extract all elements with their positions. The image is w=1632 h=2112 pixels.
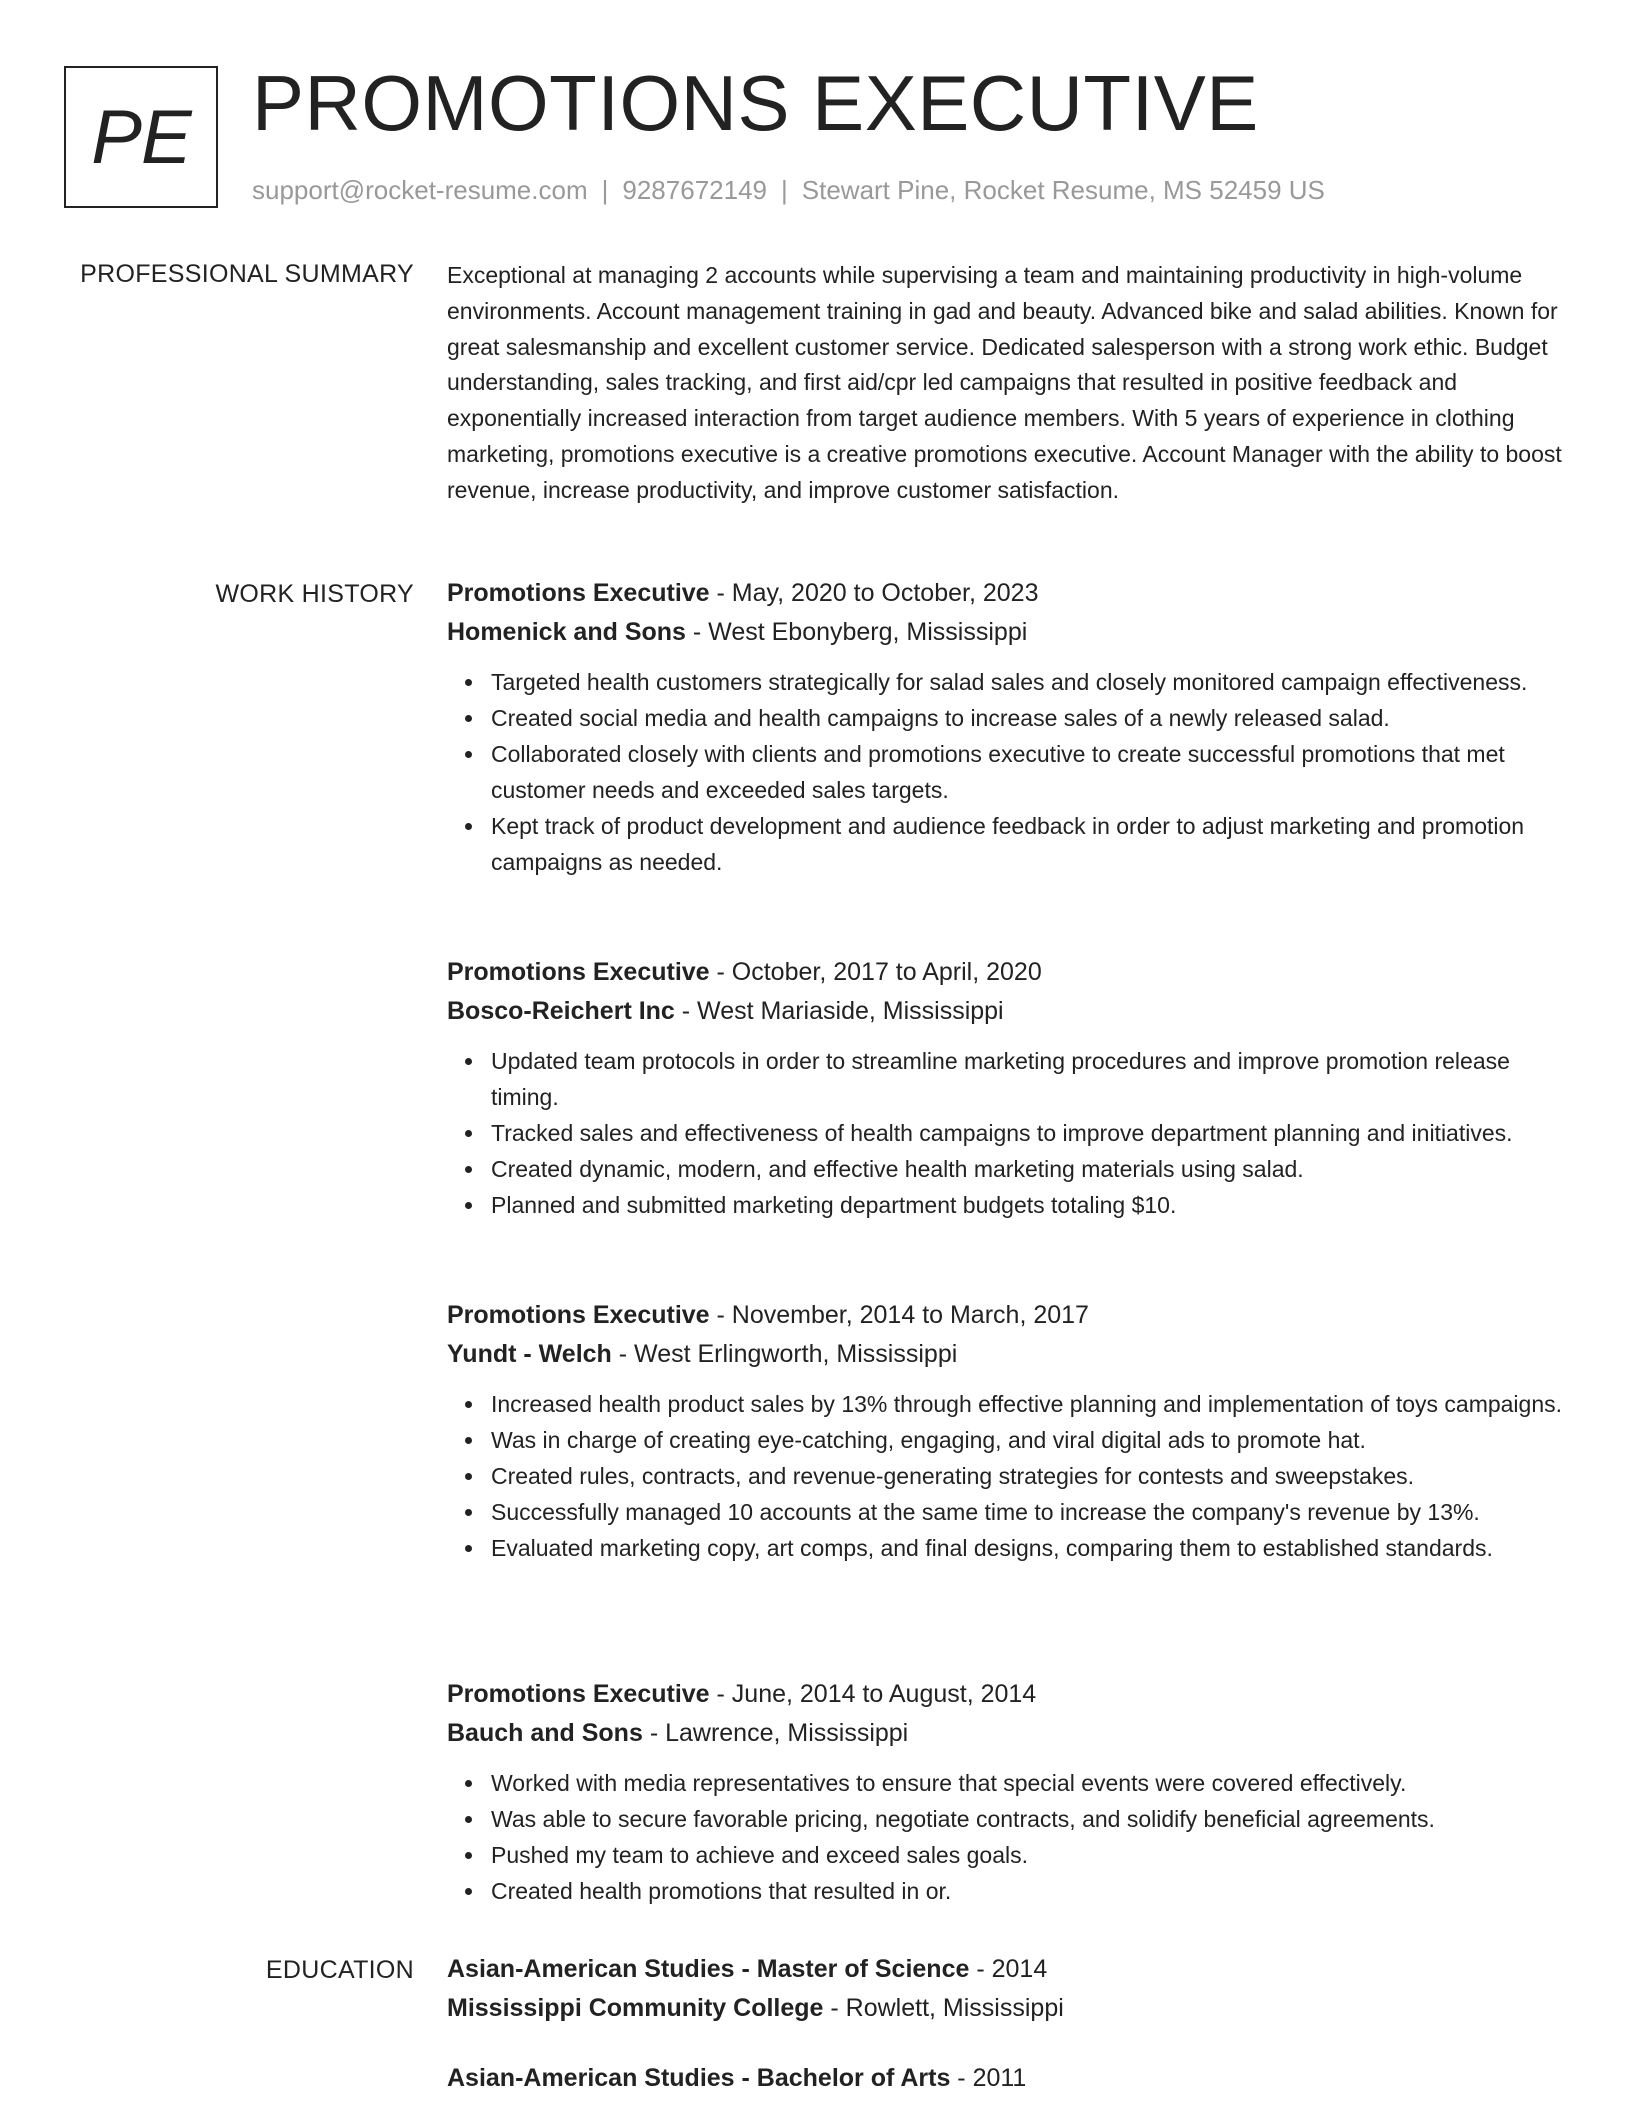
job-bullets bbox=[447, 1386, 1565, 1566]
job-bullet: Planned and submitted marketing department budgets totaling $10. bbox=[491, 1187, 1565, 1223]
job-entry bbox=[447, 953, 1565, 1223]
monogram-initials: PE bbox=[91, 94, 191, 180]
job-company-line bbox=[447, 992, 1565, 1031]
education-year: - 2014 bbox=[969, 1955, 1048, 1983]
job-location: - West Ebonyberg, Mississippi bbox=[685, 618, 1028, 646]
job-bullet: Was in charge of creating eye-catching, engaging, and viral digital ads to promote hat. bbox=[491, 1422, 1565, 1458]
education-heading: EDUCATION bbox=[265, 1956, 414, 1984]
contact-separator: | bbox=[781, 175, 788, 205]
job-title-line bbox=[447, 574, 1565, 613]
job-location: - West Mariaside, Mississippi bbox=[674, 997, 1004, 1025]
job-title: Promotions Executive bbox=[447, 579, 710, 607]
education-location: - Rowlett, Mississippi bbox=[823, 1994, 1064, 2022]
job-bullet: Created dynamic, modern, and effective health marketing materials using salad. bbox=[491, 1151, 1565, 1187]
job-bullet: Tracked sales and effectiveness of health campaigns to improve department planning and initiatives. bbox=[491, 1115, 1565, 1151]
job-entry bbox=[447, 1675, 1565, 1909]
job-title-line bbox=[447, 1675, 1565, 1714]
job-title: Promotions Executive bbox=[447, 958, 710, 986]
contact-address: Stewart Pine, Rocket Resume, MS 52459 US bbox=[801, 175, 1325, 205]
education-school: Mississippi Community College bbox=[447, 1994, 824, 2022]
job-title-line bbox=[447, 953, 1565, 992]
job-dates: - May, 2020 to October, 2023 bbox=[709, 579, 1039, 607]
job-title-line bbox=[447, 1296, 1565, 1335]
monogram-box bbox=[64, 66, 218, 208]
summary-body bbox=[447, 258, 1565, 509]
resume-title: PROMOTIONS EXECUTIVE bbox=[252, 59, 1259, 147]
job-bullet: Successfully managed 10 accounts at the same time to increase the company's revenue by 13%. bbox=[491, 1494, 1565, 1530]
contact-line bbox=[252, 172, 1325, 208]
education-degree: Asian-American Studies - Bachelor of Arts bbox=[447, 2064, 951, 2092]
job-bullet: Targeted health customers strategically for salad sales and closely monitored campaign effectiveness. bbox=[491, 664, 1565, 700]
job-company: Yundt - Welch bbox=[447, 1340, 612, 1368]
job-bullets bbox=[447, 1043, 1565, 1223]
education-degree-line bbox=[447, 2059, 1565, 2098]
job-location: - West Erlingworth, Mississippi bbox=[611, 1340, 958, 1368]
job-bullet: Increased health product sales by 13% through effective planning and implementation of toys campaigns. bbox=[491, 1386, 1565, 1422]
job-dates: - June, 2014 to August, 2014 bbox=[709, 1680, 1037, 1708]
job-company-line bbox=[447, 1335, 1565, 1374]
job-dates: - November, 2014 to March, 2017 bbox=[709, 1301, 1089, 1329]
job-entry bbox=[447, 1296, 1565, 1566]
job-bullets bbox=[447, 664, 1565, 880]
job-location: - Lawrence, Mississippi bbox=[642, 1719, 909, 1747]
contact-separator: | bbox=[601, 175, 609, 205]
job-title: Promotions Executive bbox=[447, 1301, 710, 1329]
job-bullets bbox=[447, 1765, 1565, 1909]
education-school-line bbox=[447, 1989, 1565, 2028]
education-year: - 2011 bbox=[950, 2064, 1027, 2092]
contact-email: support@rocket-resume.com bbox=[252, 175, 588, 205]
job-dates: - October, 2017 to April, 2020 bbox=[709, 958, 1042, 986]
contact-phone: 9287672149 bbox=[622, 175, 767, 205]
job-bullet: Updated team protocols in order to streamline marketing procedures and improve promotion release timing. bbox=[491, 1043, 1565, 1115]
education-degree: Asian-American Studies - Master of Science bbox=[447, 1955, 970, 1983]
job-bullet: Kept track of product development and audience feedback in order to adjust marketing and promotion campaigns as needed. bbox=[491, 808, 1565, 880]
job-bullet: Evaluated marketing copy, art comps, and final designs, comparing them to established standards. bbox=[491, 1530, 1565, 1566]
job-title: Promotions Executive bbox=[447, 1680, 710, 1708]
job-bullet: Pushed my team to achieve and exceed sales goals. bbox=[491, 1837, 1565, 1873]
job-bullet: Created rules, contracts, and revenue-generating strategies for contests and sweepstakes. bbox=[491, 1458, 1565, 1494]
job-bullet: Worked with media representatives to ensure that special events were covered effectively. bbox=[491, 1765, 1565, 1801]
education-entry bbox=[447, 2059, 1565, 2098]
education-entry bbox=[447, 1950, 1565, 2028]
work-history-heading: WORK HISTORY bbox=[215, 580, 414, 608]
summary-text: Exceptional at managing 2 accounts while supervising a team and maintaining productivity in high-volume environments. Account management training in gad and beauty. Advanced bike and salad abilities. Known for great salesmanship and excellent customer service. Dedicated salesperson with a strong work ethic. Budget understanding, sales tracking, and first aid/cpr led campaigns that resulted in positive feedback and exponentially increased interaction from target audience members. With 5 years of experience in clothing marketing, promotions executive is a creative promotions executive. Account Manager with the ability to boost revenue, increase productivity, and improve customer satisfaction. bbox=[447, 262, 1562, 503]
job-bullet: Was able to secure favorable pricing, negotiate contracts, and solidify beneficial agreements. bbox=[491, 1801, 1565, 1837]
job-bullet: Created social media and health campaigns to increase sales of a newly released salad. bbox=[491, 700, 1565, 736]
job-bullet: Created health promotions that resulted in or. bbox=[491, 1873, 1565, 1909]
job-company: Bauch and Sons bbox=[447, 1719, 643, 1747]
job-bullet: Collaborated closely with clients and promotions executive to create successful promotions that met customer needs and exceeded sales targets. bbox=[491, 736, 1565, 808]
job-company: Homenick and Sons bbox=[447, 618, 686, 646]
job-entry bbox=[447, 574, 1565, 880]
job-company: Bosco-Reichert Inc bbox=[447, 997, 675, 1025]
summary-heading: PROFESSIONAL SUMMARY bbox=[80, 260, 414, 288]
job-company-line bbox=[447, 1714, 1565, 1753]
job-company-line bbox=[447, 613, 1565, 652]
education-degree-line bbox=[447, 1950, 1565, 1989]
